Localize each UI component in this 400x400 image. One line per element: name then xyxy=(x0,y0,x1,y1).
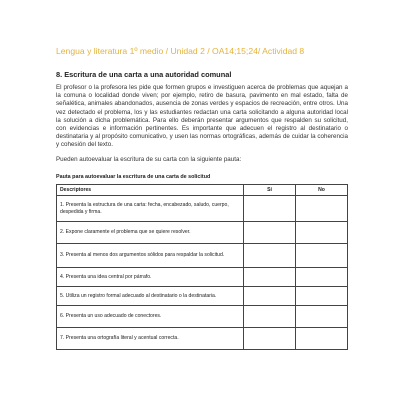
header-no: No xyxy=(296,185,348,196)
si-cell[interactable] xyxy=(244,196,296,222)
table-row xyxy=(57,328,348,350)
header-si: Sí xyxy=(244,185,296,196)
table-row xyxy=(57,287,348,306)
breadcrumb: Lengua y literatura 1º medio / Unidad 2 / OA14;15;24/ Actividad 8 xyxy=(56,46,305,56)
section-title: 8. Escritura de una carta a una autoridad comunal xyxy=(56,70,232,79)
no-cell[interactable] xyxy=(296,306,348,328)
no-cell[interactable] xyxy=(296,287,348,306)
criterion-text: 2. Expone claramente el problema que se quiere resolver. xyxy=(57,222,244,244)
table-caption: Pauta para autoevaluar la escritura de una carta de solicitud xyxy=(56,174,211,180)
criterion-text: 5. Utiliza un registro formal adecuado al destinatario o la destinataria. xyxy=(57,287,244,306)
intro-text: Pueden autoevaluar la escritura de su carta con la siguiente pauta: xyxy=(56,156,242,163)
si-cell[interactable] xyxy=(244,244,296,268)
table-row xyxy=(57,306,348,328)
table-row xyxy=(57,196,348,222)
no-cell[interactable] xyxy=(296,222,348,244)
si-cell[interactable] xyxy=(244,268,296,287)
no-cell[interactable] xyxy=(296,196,348,222)
activity-paragraph: El profesor o la profesora les pide que formen grupos e investiguen acerca de problemas que aquejan a la comuna o localidad donde viven; por ejemplo, retiro de basura, pavimento en mal estado, falta de señalética, animales abandonados, ausencia de zonas verdes y espacios de recreación, entre otros. Una vez detectado el problema, los y las estudiantes redactan una carta solicitando a alguna autoridad local la solución a dicha problemática. Para ello deberán presentar argumentos que respalden su solicitud, con evidencias e información pertinentes. Es importante que adecuen el registro al destinatario o destinataria y al propósito comunicativo, y usen las normas ortográficas, además de cuidar la coherencia y cohesión del texto. xyxy=(56,84,348,149)
evaluation-table xyxy=(56,184,348,350)
no-cell[interactable] xyxy=(296,328,348,350)
no-cell[interactable] xyxy=(296,268,348,287)
criterion-text: 4. Presenta una idea central por párrafo. xyxy=(57,268,244,287)
criterion-text: 1. Presenta la estructura de una carta: fecha, encabezado, saludo, cuerpo, despedida y firma. xyxy=(57,196,244,222)
header-descriptores: Descriptores xyxy=(57,185,244,196)
criterion-text: 7. Presenta una ortografía literal y acentual correcta. xyxy=(57,328,244,350)
table-row xyxy=(57,222,348,244)
si-cell[interactable] xyxy=(244,287,296,306)
criterion-text: 6. Presenta un uso adecuado de conectores. xyxy=(57,306,244,328)
table-row xyxy=(57,268,348,287)
table-header-row xyxy=(57,185,348,196)
si-cell[interactable] xyxy=(244,328,296,350)
no-cell[interactable] xyxy=(296,244,348,268)
criterion-text: 3. Presenta al menos dos argumentos sólidos para respaldar la solicitud. xyxy=(57,244,244,268)
si-cell[interactable] xyxy=(244,222,296,244)
table-row xyxy=(57,244,348,268)
si-cell[interactable] xyxy=(244,306,296,328)
